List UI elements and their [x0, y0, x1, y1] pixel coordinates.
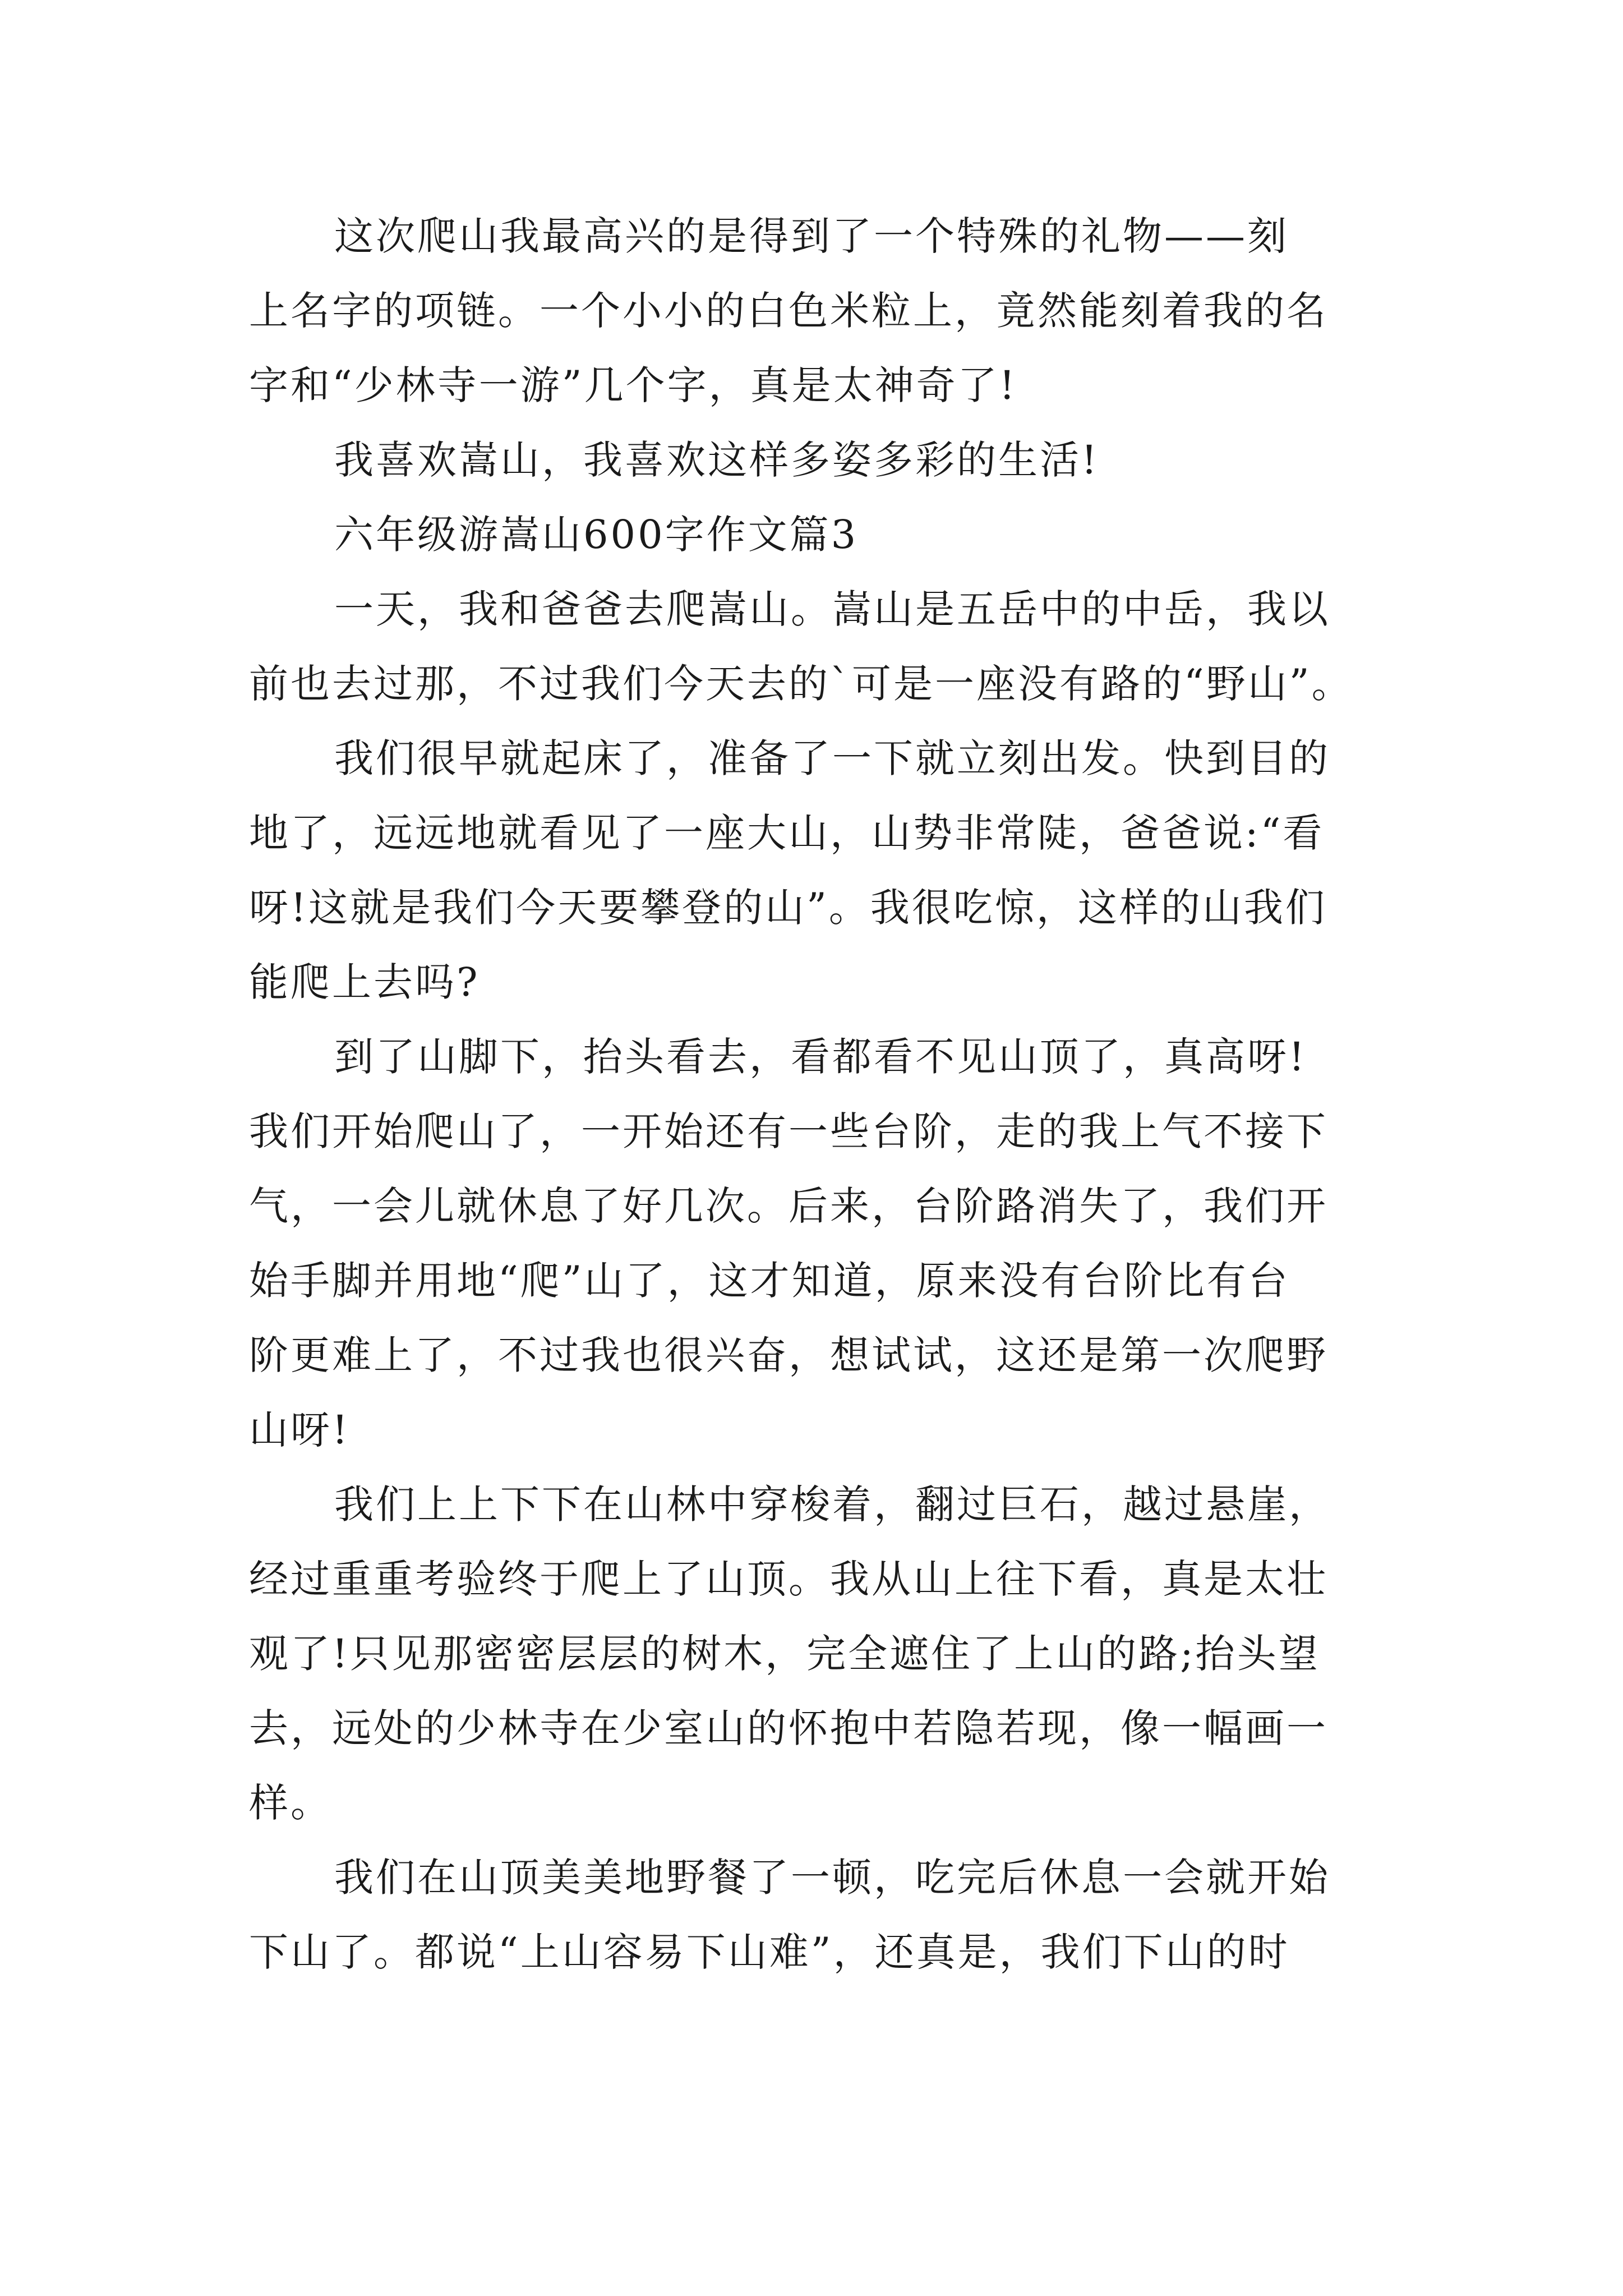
text-line: 始手脚并用地“爬”山了，这才知道，原来没有台阶比有台: [249, 1258, 1290, 1304]
text-line: 气，一会儿就休息了好几次。后来，台阶路消失了，我们开: [249, 1183, 1328, 1229]
text-line: 到了山脚下，抬头看去，看都看不见山顶了，真高呀!: [334, 1034, 1307, 1080]
text-line: 地了，远远地就看见了一座大山，山势非常陡，爸爸说:“看: [249, 810, 1325, 856]
text-line: 这次爬山我最高兴的是得到了一个特殊的礼物——刻: [334, 213, 1289, 259]
text-line: 字和“少林寺一游”几个字，真是太神奇了!: [249, 362, 1017, 408]
text-line: 观了!只见那密密层层的树木，完全遮住了上山的路;抬头望: [249, 1631, 1320, 1677]
text-line: 我们很早就起床了，准备了一下就立刻出发。快到目的: [334, 735, 1330, 781]
text-line: 上名字的项链。一个小小的白色米粒上，竟然能刻着我的名: [249, 288, 1328, 334]
essay-text: [249, 199, 1444, 1990]
text-line: 前也去过那，不过我们今天去的`可是一座没有路的“野山”。: [249, 661, 1353, 707]
section-heading: 六年级游嵩山600字作文篇3: [334, 512, 859, 558]
text-line: 样。: [249, 1780, 332, 1826]
text-line: 我们在山顶美美地野餐了一顿，吃完后休息一会就开始: [334, 1855, 1330, 1901]
text-line: 一天，我和爸爸去爬嵩山。嵩山是五岳中的中岳，我以: [334, 586, 1330, 632]
text-line: 下山了。都说“上山容易下山难”，还真是，我们下山的时: [249, 1929, 1290, 1975]
text-line: 山呀!: [249, 1407, 351, 1453]
text-line: 我喜欢嵩山，我喜欢这样多姿多彩的生活!: [334, 437, 1100, 483]
text-line: 阶更难上了，不过我也很兴奋，想试试，这还是第一次爬野: [249, 1332, 1328, 1378]
text-line: 能爬上去吗?: [249, 959, 480, 1005]
text-line: 呀!这就是我们今天要攀登的山”。我很吃惊，这样的山我们: [249, 885, 1327, 931]
text-line: 我们上上下下在山林中穿梭着，翻过巨石，越过悬崖，: [334, 1481, 1330, 1527]
text-line: 经过重重考验终于爬上了山顶。我从山上往下看，真是太壮: [249, 1556, 1328, 1602]
text-line: 去，远处的少林寺在少室山的怀抱中若隐若现，像一幅画一: [249, 1705, 1328, 1751]
text-line: 我们开始爬山了，一开始还有一些台阶，走的我上气不接下: [249, 1108, 1328, 1154]
